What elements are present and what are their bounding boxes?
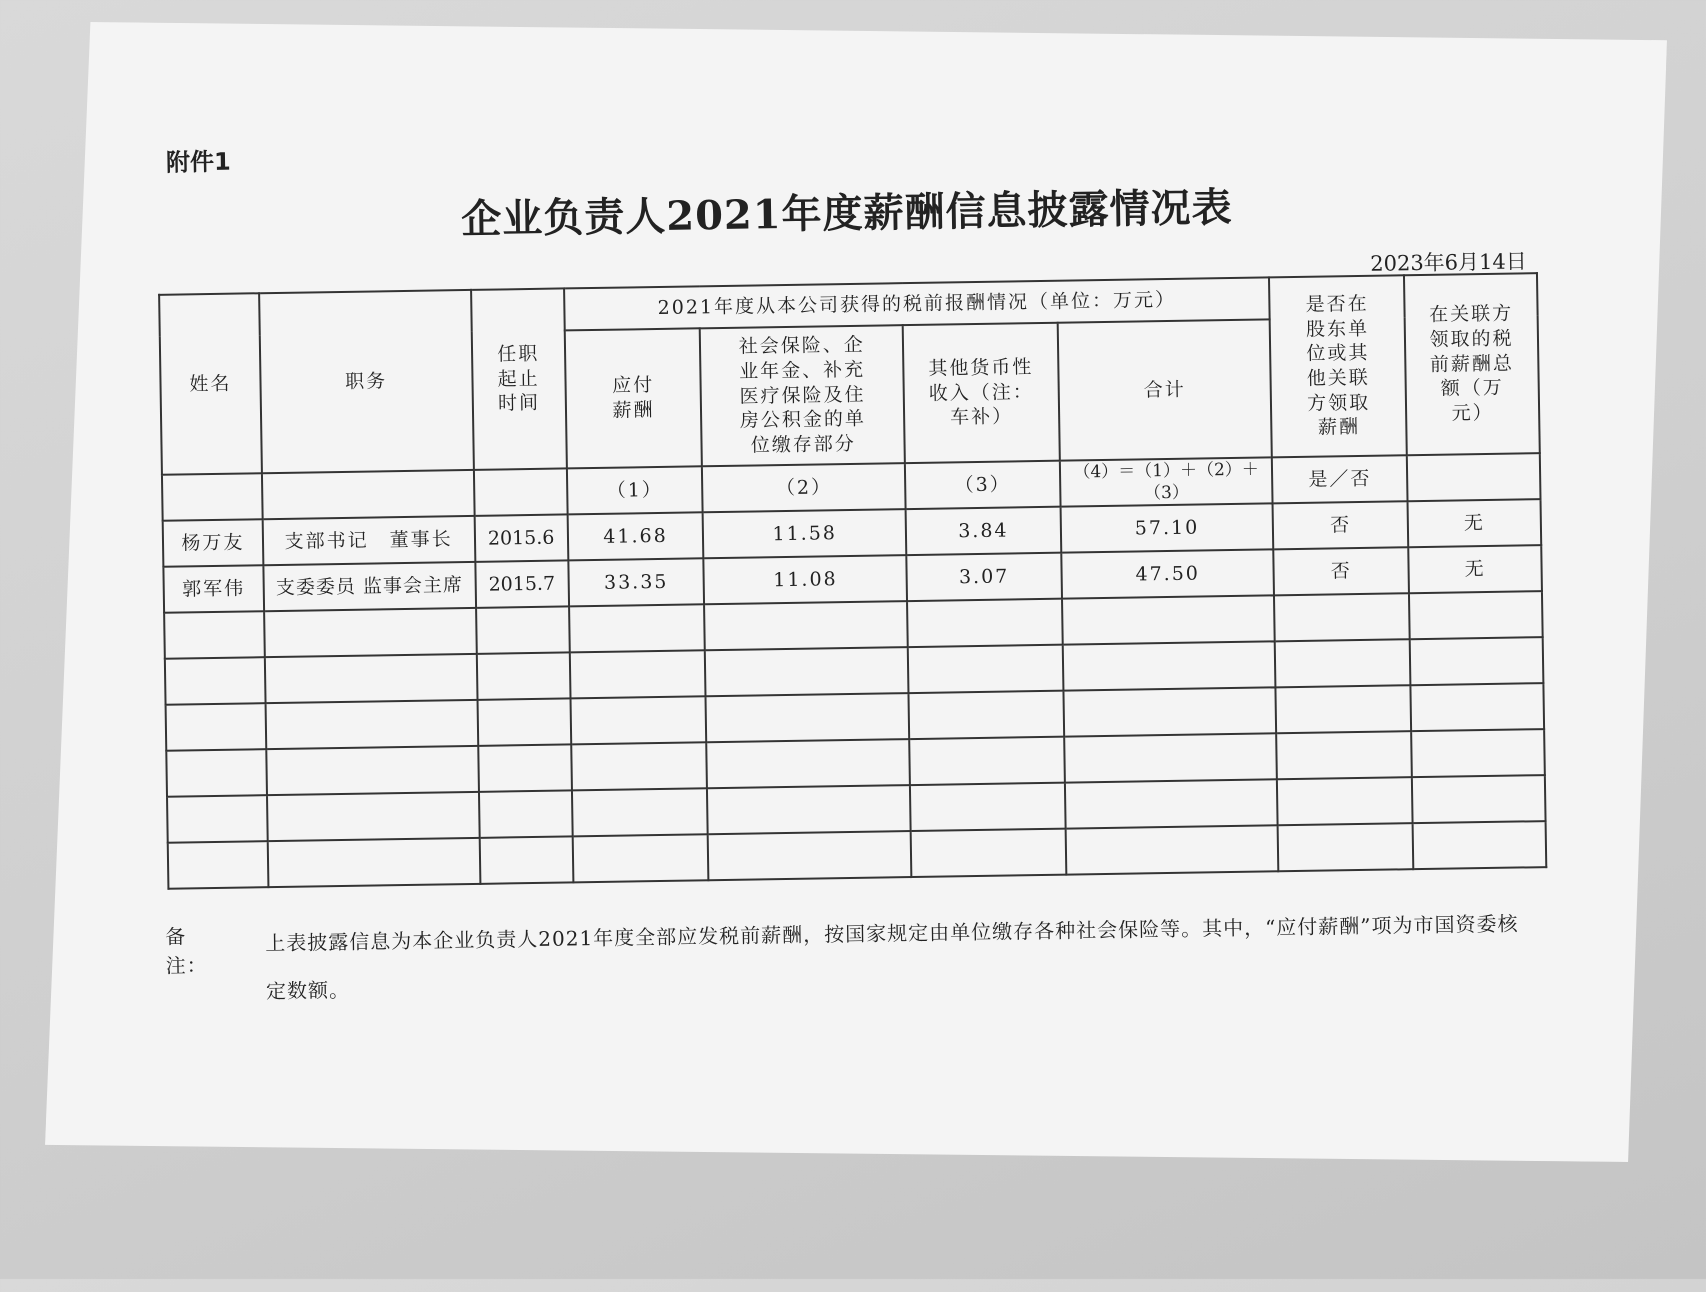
cell-social: 11.08 — [704, 555, 907, 604]
cell-total: 57.10 — [1060, 504, 1273, 553]
footnote-text: 上表披露信息为本企业负责人2021年度全部应发税前薪酬，按国家规定由单位缴存各种社会保险等。其中，“应付薪酬”项为市国资委核定数额。 — [265, 911, 1519, 1004]
cell-other: 3.84 — [906, 507, 1061, 555]
cell-term: 2015.6 — [474, 515, 568, 562]
header-related-amount: 在关联方领取的税前薪酬总额（万元） — [1404, 273, 1540, 455]
formula-3: （3） — [905, 461, 1060, 510]
cell-total: 47.50 — [1061, 550, 1274, 599]
cell-term: 2015.7 — [475, 561, 569, 608]
footnote-label: 备注： — [165, 924, 208, 978]
salary-table — [158, 272, 1547, 890]
attachment-label: 附件1 — [165, 147, 231, 177]
cell-position: 支部书记 董事长 — [262, 516, 475, 565]
cell-payable: 41.68 — [567, 512, 704, 560]
document-title: 企业负责人2021年度薪酬信息披露情况表 — [460, 183, 1233, 244]
header-related: 是否在股东单位或其他关联方领取薪酬 — [1269, 275, 1407, 457]
cell-related-amount: 无 — [1408, 499, 1542, 547]
header-group: 2021年度从本公司获得的税前报酬情况（单位：万元） — [564, 277, 1270, 330]
formula-1: （1） — [567, 466, 704, 514]
cell-name: 杨万友 — [163, 519, 263, 567]
cell-related-amount: 无 — [1408, 545, 1542, 593]
header-position: 职务 — [259, 290, 474, 473]
formula-2: （2） — [702, 463, 905, 512]
header-total: 合计 — [1058, 319, 1273, 460]
cell-payable: 33.35 — [568, 558, 705, 606]
header-term: 任职起止时间 — [471, 288, 567, 469]
cell-other: 3.07 — [906, 553, 1061, 601]
formula-4: （4）＝（1）＋（2）＋（3） — [1060, 457, 1273, 507]
cell-social: 11.58 — [703, 509, 906, 558]
header-other: 其他货币性收入（注：车补） — [903, 323, 1060, 463]
cell-related: 否 — [1273, 501, 1408, 549]
cell-position: 支委委员 监事会主席 — [263, 562, 476, 611]
cell-name: 郭军伟 — [163, 565, 263, 613]
document-date: 2023年6月14日 — [1370, 249, 1527, 276]
header-social: 社会保险、企业年金、补充医疗保险及住房公积金的单位缴存部分 — [700, 325, 905, 466]
header-payable: 应付薪酬 — [564, 328, 702, 468]
header-name: 姓名 — [159, 293, 262, 475]
cell-related: 否 — [1274, 547, 1409, 595]
formula-yesno: 是／否 — [1272, 455, 1407, 503]
